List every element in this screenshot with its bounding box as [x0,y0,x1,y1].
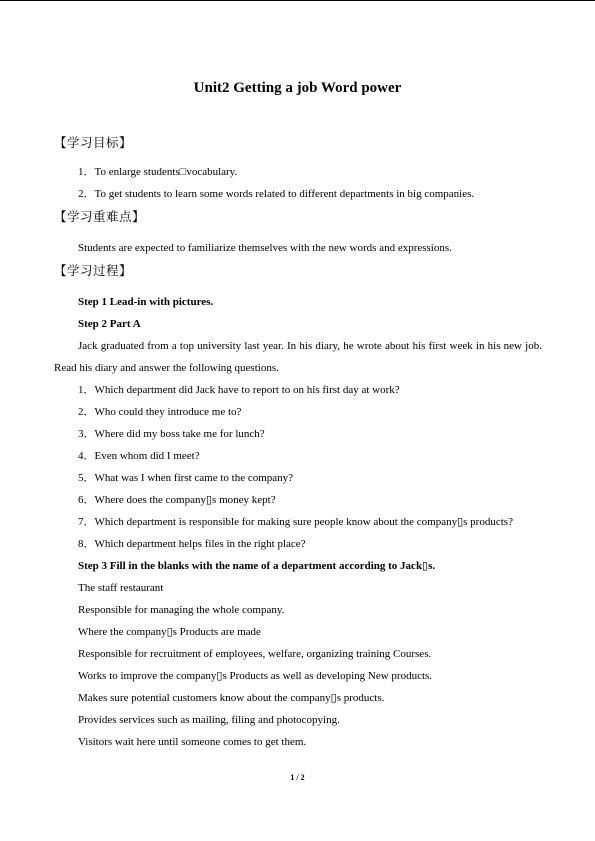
blank-item: Responsible for recruitment of employees, welfare, organizing training Courses. [78,648,432,660]
page-number: 1 / 2 [290,773,305,782]
section-heading-process: 【学习过程】 [54,263,133,278]
step-3-heading: Step 3 Fill in the blanks with the name of a department according to Jack▯s. [78,560,436,572]
blank-item: Works to improve the company▯s Products as well as developing New products. [78,670,433,682]
step-2-paragraph: Jack graduated from a top university last year. In his diary, he wrote about his first week in his new job. Read his diary and answer the following questions. [54,340,542,374]
question-item: 8．Which department helps files in the right place? [78,538,306,550]
question-item: 6．Where does the company▯s money kept? [78,494,276,506]
blank-item: Provides services such as mailing, filing and photocopying. [78,714,340,726]
blank-item: The staff restaurant [78,582,164,594]
top-border-line [0,0,595,1]
blank-item: Where the company▯s Products are made [78,626,261,638]
key-points-text: Students are expected to familiarize themselves with the new words and expressions. [78,242,452,254]
section-heading-key-points: 【学习重难点】 [54,209,146,224]
section-heading-objectives: 【学习目标】 [54,135,133,150]
objective-item: 2．To get students to learn some words related to different departments in big companies. [78,188,475,200]
question-item: 7．Which department is responsible for making sure people know about the company▯s products? [78,516,513,528]
blank-item: Visitors wait here until someone comes to get them. [78,736,307,748]
blank-item: Makes sure potential customers know about the company▯s products. [78,692,385,704]
blank-item: Responsible for managing the whole company. [78,604,285,616]
question-item: 3．Where did my boss take me for lunch? [78,428,265,440]
step-1-heading: Step 1 Lead-in with pictures. [78,296,214,308]
question-item: 4．Even whom did I meet? [78,450,200,462]
question-item: 2．Who could they introduce me to? [78,406,242,418]
step-2-heading: Step 2 Part A [78,318,141,330]
objective-item: 1．To enlarge students□vocabulary. [78,166,238,178]
question-item: 5．What was I when first came to the company? [78,472,294,484]
question-item: 1．Which department did Jack have to report to on his first day at work? [78,384,400,396]
page-title: Unit2 Getting a job Word power [193,80,402,96]
